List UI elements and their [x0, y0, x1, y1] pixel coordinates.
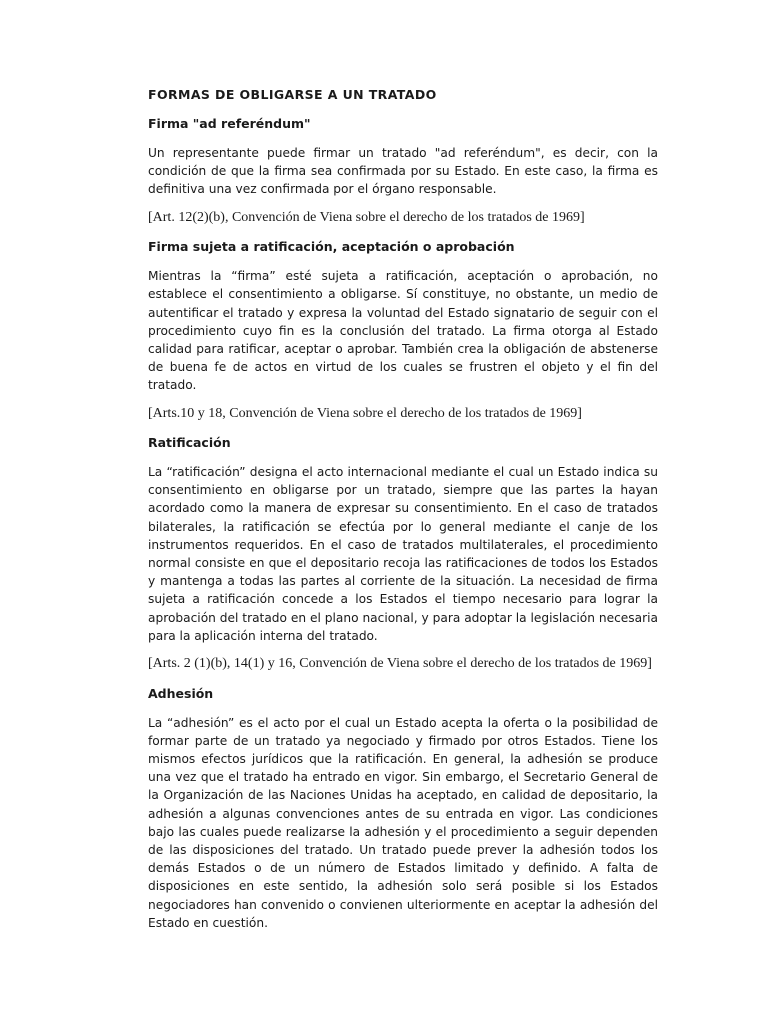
legal-reference-firma-sujeta: [Arts.10 y 18, Convención de Viena sobre el derecho de los tratados de 1969] — [148, 405, 582, 421]
document-page — [148, 86, 658, 942]
section-paragraph-adhesion: La “adhesión” es el acto por el cual un Estado acepta la oferta o la posibilidad de formar parte de un tratado ya negociado y firmado por otros Estados. Tiene los mismos efectos jurídicos que la ratificación. En general, la adhesión se produce una vez que el tratado ha entrado en vigor. Sin embargo, el Secretario General de la Organización de las Naciones Unidas ha aceptado, en calidad de depositario, la adhesión a algunas convenciones antes de su entrada en vigor. Las condiciones bajo las cuales puede realizarse la adhesión y el procedimiento a seguir dependen de las disposiciones del tratado. Un tratado puede prever la adhesión todos los demás Estados o de un número de Estados limitado y definido. A falta de disposiciones en este sentido, la adhesión solo será posible si los Estados negociadores han convenido o convienen ulteriormente en aceptar la adhesión del Estado en cuestión. — [148, 715, 658, 930]
section-paragraph-ratificacion: La “ratificación” designa el acto internacional mediante el cual un Estado indica su consentimiento en obligarse por un tratado, siempre que las partes la hayan acordado como la manera de expresar su consentimiento. En el caso de tratados bilaterales, la ratificación se efectúa por lo general mediante el canje de los instrumentos requeridos. En el caso de tratados multilaterales, el procedimiento normal consiste en que el depositario recoja las ratificaciones de todos los Estados y mantenga a todas las partes al corriente de la situación. La necesidad de firma sujeta a ratificación concede a los Estados el tiempo necesario para lograr la aprobación del tratado en el plano nacional, y para adoptar la legislación necesaria para la aplicación interna del tratado. — [148, 465, 658, 643]
legal-reference-firma-ad-referendum: [Art. 12(2)(b), Convención de Viena sobre el derecho de los tratados de 1969] — [148, 209, 585, 225]
section-paragraph-firma-ad-referendum: Un representante puede firmar un tratado "ad referéndum", es decir, con la condición de que la firma sea confirmada por su Estado. En este caso, la firma es definitiva una vez confirmada por el órgano responsable. — [148, 146, 658, 197]
section-heading-firma-ad-referendum: Firma "ad referéndum" — [148, 116, 311, 131]
section-heading-firma-sujeta: Firma sujeta a ratificación, aceptación o aprobación — [148, 239, 515, 255]
document-title: FORMAS DE OBLIGARSE A UN TRATADO — [148, 87, 437, 102]
section-heading-adhesion: Adhesión — [148, 685, 214, 701]
legal-reference-ratificacion: [Arts. 2 (1)(b), 14(1) y 16, Convención de Viena sobre el derecho de los tratados de 1969] — [148, 656, 652, 672]
section-heading-ratificacion: Ratificación — [148, 435, 231, 451]
section-paragraph-firma-sujeta: Mientras la “firma” esté sujeta a ratificación, aceptación o aprobación, no establece el consentimiento a obligarse. Sí constituye, no obstante, un medio de autentificar el tratado y expresa la voluntad del Estado signatario de seguir con el procedimiento cuyo fin es la conclusión del tratado. La firma otorga al Estado calidad para ratificar, aceptar o aprobar. También crea la obligación de abstenerse de buena fe de actos en virtud de los cuales se frustren el objeto y el fin del tratado. — [148, 269, 658, 393]
